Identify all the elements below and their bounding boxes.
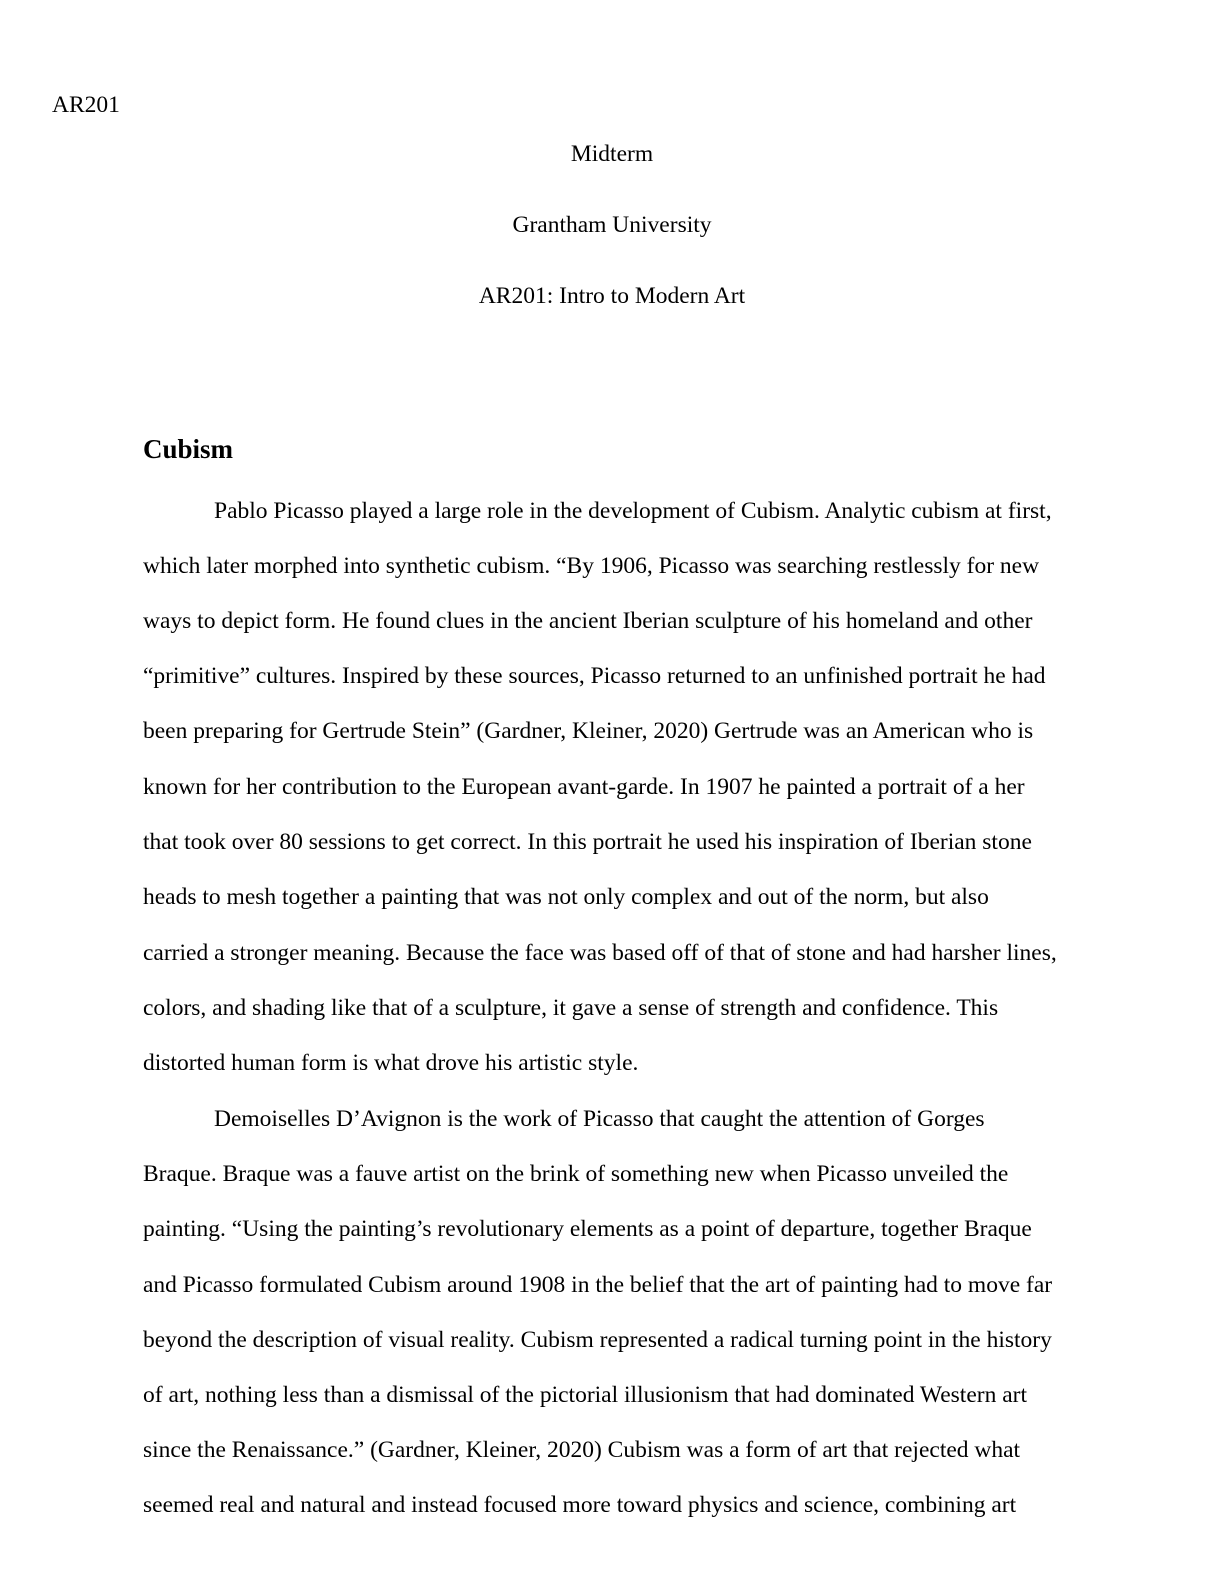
section-heading: Cubism bbox=[143, 434, 234, 464]
paragraph-1-line-9: carried a stronger meaning. Because the face was based off of that of stone and had harsher lines, bbox=[143, 940, 1057, 966]
paragraph-2-line-2: Braque. Braque was a fauve artist on the brink of something new when Picasso unveiled the bbox=[143, 1161, 1009, 1187]
paragraph-2-line-3: painting. “Using the painting’s revolutionary elements as a point of departure, together Braque bbox=[143, 1216, 1032, 1242]
paragraph-2-line-1: Demoiselles D’Avignon is the work of Picasso that caught the attention of Gorges bbox=[214, 1106, 985, 1132]
paragraph-2-line-7: since the Renaissance.” (Gardner, Kleiner, 2020) Cubism was a form of art that rejected what bbox=[143, 1437, 1021, 1463]
institution-name: Grantham University bbox=[512, 212, 712, 238]
paragraph-1-line-6: known for her contribution to the European avant-garde. In 1907 he painted a portrait of a her bbox=[143, 774, 1025, 800]
document-title: Midterm bbox=[570, 141, 654, 167]
paragraph-1-line-3: ways to depict form. He found clues in the ancient Iberian sculpture of his homeland and other bbox=[143, 608, 1033, 634]
paragraph-2-line-4: and Picasso formulated Cubism around 1908 in the belief that the art of painting had to move far bbox=[143, 1272, 1053, 1298]
paragraph-1-line-11: distorted human form is what drove his artistic style. bbox=[143, 1050, 639, 1076]
paragraph-2-line-6: of art, nothing less than a dismissal of the pictorial illusionism that had dominated Western art bbox=[143, 1382, 1027, 1408]
course-name: AR201: Intro to Modern Art bbox=[478, 283, 746, 309]
running-head: AR201 bbox=[52, 92, 120, 118]
paragraph-2-line-5: beyond the description of visual reality. Cubism represented a radical turning point in the history bbox=[143, 1327, 1052, 1353]
paragraph-1-line-4: “primitive” cultures. Inspired by these sources, Picasso returned to an unfinished portrait he had bbox=[143, 663, 1046, 689]
paragraph-1-line-8: heads to mesh together a painting that was not only complex and out of the norm, but also bbox=[143, 884, 989, 910]
paragraph-1-line-2: which later morphed into synthetic cubism. “By 1906, Picasso was searching restlessly for new bbox=[143, 553, 1040, 579]
paragraph-1-line-1: Pablo Picasso played a large role in the development of Cubism. Analytic cubism at first, bbox=[214, 498, 1052, 524]
paragraph-1-line-7: that took over 80 sessions to get correct. In this portrait he used his inspiration of Iberian stone bbox=[143, 829, 1032, 855]
paragraph-2-line-8: seemed real and natural and instead focused more toward physics and science, combining art bbox=[143, 1492, 1017, 1518]
paragraph-1-line-5: been preparing for Gertrude Stein” (Gardner, Kleiner, 2020) Gertrude was an American who is bbox=[143, 718, 1034, 744]
paragraph-1-line-10: colors, and shading like that of a sculpture, it gave a sense of strength and confidence. This bbox=[143, 995, 999, 1021]
